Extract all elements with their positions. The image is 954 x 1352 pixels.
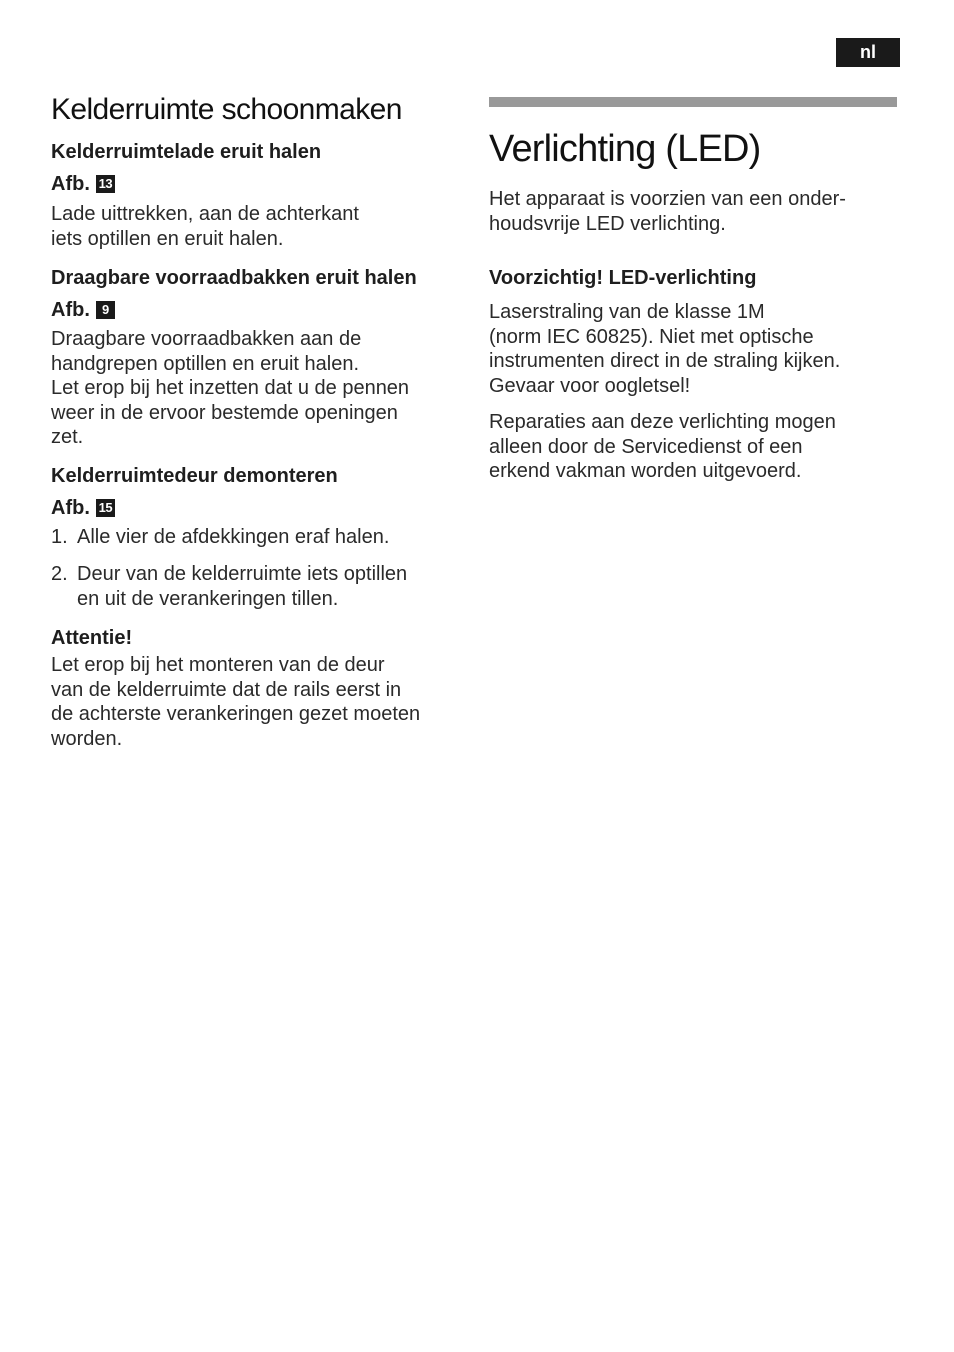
attention-text: Let erop bij het monteren van de deur van de kelderruimte dat de rails eerst in de achterste verankeringen gezet moeten worden. xyxy=(51,654,421,750)
right-column xyxy=(489,97,899,484)
door-figure-ref xyxy=(51,493,463,523)
door-heading: Kelderruimtedeur demonteren xyxy=(51,464,338,487)
led-warning-section xyxy=(489,265,899,484)
led-intro-text: Het apparaat is voorzien van een onder- houdsvrije LED verlichting. xyxy=(489,188,846,235)
section-title-led-lighting: Verlichting (LED) xyxy=(489,128,761,170)
drawer-text: Lade uittrekken, aan de achterkant iets optillen en eruit halen. xyxy=(51,203,359,250)
led-warning-text: Laserstraling van de klasse 1M (norm IEC 60825). Niet met optische instrumenten direct in de straling kijken. Gevaar voor oogletsel! xyxy=(489,301,841,397)
figure-number-badge: 15 xyxy=(96,499,115,517)
drawer-figure-ref xyxy=(51,169,463,199)
attention-heading: Attentie! xyxy=(51,627,133,649)
figure-number-badge: 13 xyxy=(96,175,115,193)
left-column xyxy=(51,88,463,751)
figure-label: Afb. xyxy=(51,173,90,195)
list-item: 2. Deur van de kelderruimte iets optillen en uit de verankeringen tillen. xyxy=(51,563,408,610)
door-section xyxy=(51,463,463,612)
figure-label: Afb. xyxy=(51,299,90,321)
attention-section xyxy=(51,625,463,751)
list-item: 1. Alle vier de afdekkingen eraf halen. xyxy=(51,525,390,548)
drawer-heading: Kelderruimtelade eruit halen xyxy=(51,141,322,163)
containers-heading: Draagbare voorraadbakken eruit halen xyxy=(51,267,417,289)
language-tab: nl xyxy=(836,38,900,67)
figure-label: Afb. xyxy=(51,496,90,519)
figure-number-badge: 9 xyxy=(96,301,115,319)
section-title-cellar-cleaning: Kelderruimte schoonmaken xyxy=(51,93,402,126)
containers-figure-ref xyxy=(51,295,463,325)
containers-text: Draagbare voorraadbakken aan de handgrepen optillen en eruit halen. Let erop bij het inzetten dat u de pennen weer in de ervoor bestemde openingen zet. xyxy=(51,328,410,448)
led-repair-text: Reparaties aan deze verlichting mogen alleen door de Servicedienst of een erkend vakman worden uitgevoerd. xyxy=(489,411,836,482)
drawer-section xyxy=(51,139,463,251)
led-warning-heading: Voorzichtig! LED-verlichting xyxy=(489,267,757,289)
section-divider xyxy=(489,97,897,107)
door-steps xyxy=(51,525,463,612)
containers-section xyxy=(51,265,463,450)
